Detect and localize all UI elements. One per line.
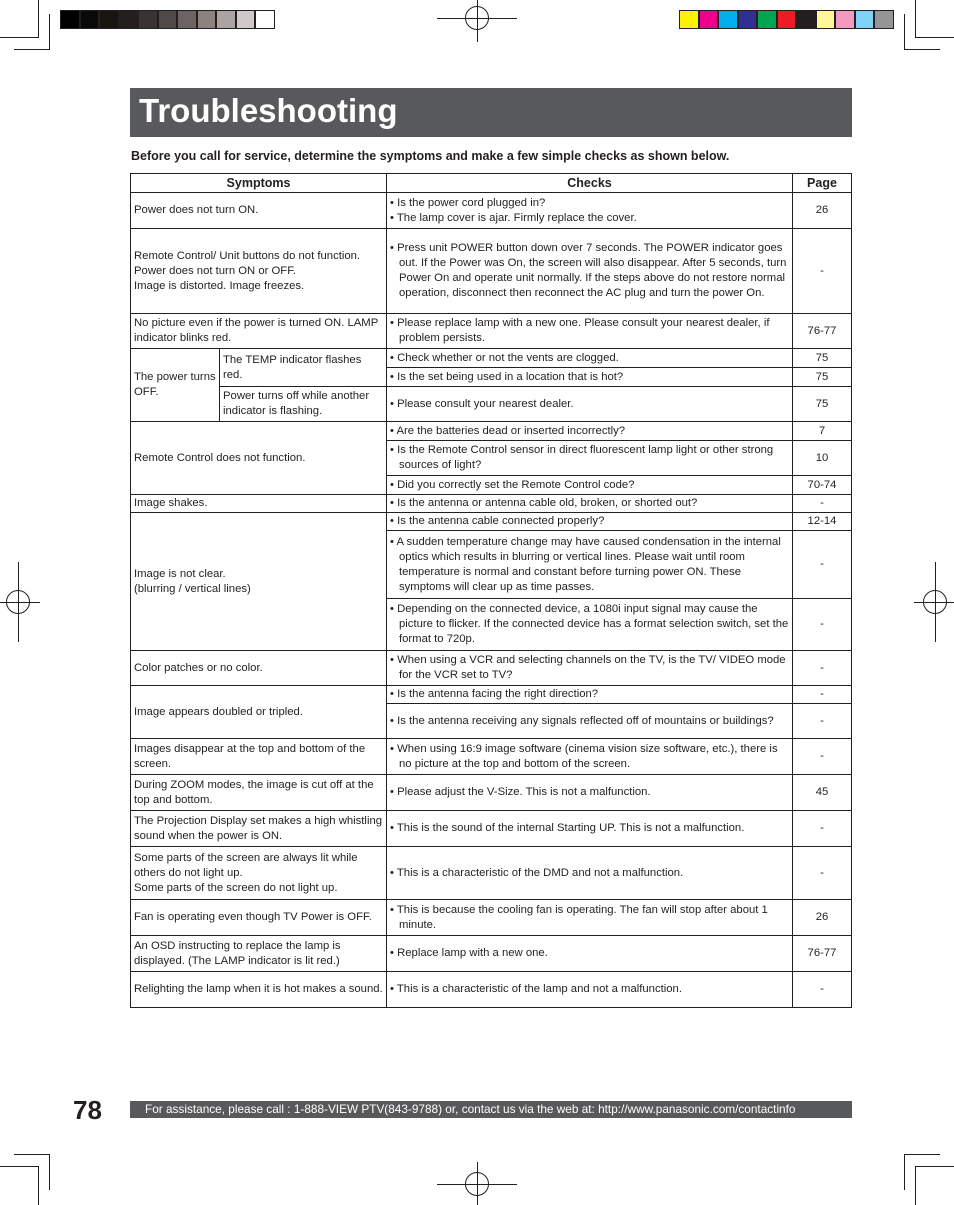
page-cell: 75: [793, 387, 852, 422]
symptom-line: Some parts of the screen do not light up.: [134, 881, 338, 894]
check-item: • This is a characteristic of the lamp and not a malfunction.: [390, 982, 789, 997]
checks-cell: [387, 441, 793, 476]
checks-cell: [387, 686, 793, 704]
color-swatch: [855, 10, 875, 29]
color-swatch: [738, 10, 758, 29]
checks-cell: [387, 936, 793, 972]
sub-symptom-cell: Power turns off while another indicator is flashing.: [220, 387, 387, 422]
checks-cell: [387, 651, 793, 686]
symptom-cell: [131, 229, 387, 314]
table-row: [131, 314, 852, 349]
page-cell: -: [793, 704, 852, 739]
check-item: • This is the sound of the internal Starting UP. This is not a malfunction.: [390, 821, 789, 836]
symptom-line: Remote Control/ Unit buttons do not function.: [134, 249, 361, 262]
symptom-cell: [131, 847, 387, 900]
checks-cell: [387, 229, 793, 314]
symptom-cell: No picture even if the power is turned ON. LAMP indicator blinks red.: [131, 314, 387, 349]
color-swatch: [777, 10, 797, 29]
table-row: [131, 972, 852, 1008]
symptom-line: Image is not clear.: [134, 567, 226, 580]
gray-swatch: [99, 10, 119, 29]
gray-swatch: [60, 10, 80, 29]
gray-swatch: [119, 10, 139, 29]
intro-text: Before you call for service, determine the symptoms and make a few simple checks as shown below.: [131, 149, 730, 163]
check-item: • This is because the cooling fan is operating. The fan will stop after about 1 minute.: [390, 903, 789, 933]
checks-cell: [387, 599, 793, 651]
process-color-bar: [679, 10, 894, 29]
check-item: • Is the Remote Control sensor in direct fluorescent lamp light or other strong sources of light?: [390, 443, 789, 473]
symptom-cell: The power turns OFF.: [131, 349, 220, 422]
gray-swatch: [197, 10, 217, 29]
checks-cell: [387, 368, 793, 387]
table-row: [131, 775, 852, 811]
symptom-cell: Relighting the lamp when it is hot makes a sound.: [131, 972, 387, 1008]
gray-swatch: [236, 10, 256, 29]
page-cell: -: [793, 686, 852, 704]
table-header-row: [131, 174, 852, 193]
check-item: • When using a VCR and selecting channels on the TV, is the TV/ VIDEO mode for the VCR set to TV?: [390, 653, 789, 683]
page-cell: 12-14: [793, 513, 852, 531]
symptom-cell: Images disappear at the top and bottom of the screen.: [131, 739, 387, 775]
color-swatch: [699, 10, 719, 29]
page-cell: 75: [793, 368, 852, 387]
check-item: • Is the antenna cable connected properly?: [390, 514, 789, 529]
gray-swatch: [158, 10, 178, 29]
page-cell: -: [793, 739, 852, 775]
page-cell: 7: [793, 422, 852, 441]
color-swatch: [835, 10, 855, 29]
table-row: [131, 847, 852, 900]
check-item: • Please replace lamp with a new one. Please consult your nearest dealer, if problem persists.: [390, 316, 789, 346]
page-cell: 75: [793, 349, 852, 368]
color-swatch: [679, 10, 699, 29]
symptom-cell: Power does not turn ON.: [131, 193, 387, 229]
checks-cell: [387, 847, 793, 900]
gray-swatch: [216, 10, 236, 29]
check-item: • Check whether or not the vents are clogged.: [390, 351, 789, 366]
page-cell: -: [793, 811, 852, 847]
checks-cell: [387, 900, 793, 936]
checks-cell: [387, 972, 793, 1008]
checks-cell: [387, 531, 793, 599]
symptom-line: Image is distorted. Image freezes.: [134, 279, 305, 292]
table-row: [131, 811, 852, 847]
color-swatch: [718, 10, 738, 29]
checks-cell: [387, 513, 793, 531]
check-item: • This is a characteristic of the DMD and not a malfunction.: [390, 866, 789, 881]
sub-symptom-cell: The TEMP indicator flashes red.: [220, 349, 387, 387]
symptoms-header: Symptoms: [131, 174, 387, 193]
checks-cell: [387, 704, 793, 739]
page-cell: 76-77: [793, 314, 852, 349]
page-cell: -: [793, 972, 852, 1008]
grayscale-color-bar: [60, 10, 275, 29]
page-cell: -: [793, 229, 852, 314]
symptom-cell: Color patches or no color.: [131, 651, 387, 686]
checks-cell: [387, 349, 793, 368]
table-row: [131, 495, 852, 513]
page-cell: 70-74: [793, 476, 852, 495]
table-row: [131, 422, 852, 441]
color-swatch: [796, 10, 816, 29]
check-item: • A sudden temperature change may have caused condensation in the internal optics which results in blurring or vertical lines. Please wait until room temperature is normal and constant before turning power ON. These symptoms will clear up as time passes.: [390, 535, 789, 595]
symptom-cell: An OSD instructing to replace the lamp is displayed. (The LAMP indicator is lit red.): [131, 936, 387, 972]
page-cell: -: [793, 531, 852, 599]
check-item: • Is the antenna receiving any signals reflected off of mountains or buildings?: [390, 714, 789, 729]
symptom-line: Power does not turn ON or OFF.: [134, 264, 296, 277]
checks-cell: [387, 476, 793, 495]
gray-swatch: [138, 10, 158, 29]
table-row: [131, 193, 852, 229]
check-item: • Are the batteries dead or inserted incorrectly?: [390, 424, 789, 439]
check-item: • Please adjust the V-Size. This is not a malfunction.: [390, 785, 789, 800]
checks-cell: [387, 314, 793, 349]
checks-cell: [387, 422, 793, 441]
table-row: [131, 900, 852, 936]
troubleshooting-table: [130, 173, 852, 1008]
gray-swatch: [255, 10, 275, 29]
page-cell: 76-77: [793, 936, 852, 972]
page-cell: 10: [793, 441, 852, 476]
table-row: [131, 513, 852, 531]
table-row: [131, 387, 852, 422]
symptom-cell: During ZOOM modes, the image is cut off at the top and bottom.: [131, 775, 387, 811]
color-swatch: [757, 10, 777, 29]
table-row: [131, 349, 852, 368]
page-cell: -: [793, 847, 852, 900]
symptom-line: (blurring / vertical lines): [134, 582, 251, 595]
symptom-line: Some parts of the screen are always lit while others do not light up.: [134, 851, 358, 879]
symptom-cell: Image shakes.: [131, 495, 387, 513]
checks-cell: [387, 193, 793, 229]
color-swatch: [816, 10, 836, 29]
check-item: • Is the antenna facing the right direction?: [390, 687, 789, 702]
color-swatch: [874, 10, 894, 29]
check-item: • Please consult your nearest dealer.: [390, 397, 789, 412]
checks-cell: [387, 739, 793, 775]
check-item: • Depending on the connected device, a 1080i input signal may cause the picture to flicker. If the connected device has a format selection switch, set the format to 720p.: [390, 602, 789, 647]
check-item: • Did you correctly set the Remote Control code?: [390, 478, 789, 493]
symptom-cell: Remote Control does not function.: [131, 422, 387, 495]
symptom-cell: Fan is operating even though TV Power is OFF.: [131, 900, 387, 936]
footer-assistance-text: For assistance, please call : 1-888-VIEW PTV(843-9788) or, contact us via the web at: http://www.panasonic.com/contactinfo: [145, 1102, 796, 1116]
page-cell: -: [793, 599, 852, 651]
check-item: • Press unit POWER button down over 7 seconds. The POWER indicator goes out. If the Power was On, the screen will also disappear. After 5 seconds, turn Power On and operate unit normally. If the steps above do not restore normal operation, disconnect then reconnect the AC plug and turn the power On.: [390, 241, 789, 301]
checks-cell: [387, 811, 793, 847]
check-item: • Replace lamp with a new one.: [390, 946, 789, 961]
symptom-cell: The Projection Display set makes a high whistling sound when the power is ON.: [131, 811, 387, 847]
check-item: • The lamp cover is ajar. Firmly replace the cover.: [390, 211, 789, 226]
check-item: • Is the power cord plugged in?: [390, 196, 789, 211]
gray-swatch: [177, 10, 197, 29]
checks-cell: [387, 387, 793, 422]
gray-swatch: [80, 10, 100, 29]
table-row: [131, 229, 852, 314]
page-cell: -: [793, 651, 852, 686]
page-cell: 26: [793, 900, 852, 936]
checks-cell: [387, 775, 793, 811]
page-number: 78: [73, 1095, 102, 1125]
table-row: [131, 936, 852, 972]
checks-cell: [387, 495, 793, 513]
symptom-cell: Image appears doubled or tripled.: [131, 686, 387, 739]
check-item: • Is the antenna or antenna cable old, broken, or shorted out?: [390, 496, 789, 511]
check-item: • Is the set being used in a location that is hot?: [390, 370, 789, 385]
check-item: • When using 16:9 image software (cinema vision size software, etc.), there is no picture at the top and bottom of the screen.: [390, 742, 789, 772]
page-title: Troubleshooting: [139, 92, 398, 129]
table-row: [131, 651, 852, 686]
page-cell: 45: [793, 775, 852, 811]
page-cell: -: [793, 495, 852, 513]
page-cell: 26: [793, 193, 852, 229]
page-header: Page: [793, 174, 852, 193]
symptom-cell: [131, 513, 387, 651]
checks-header: Checks: [387, 174, 793, 193]
table-row: [131, 739, 852, 775]
table-row: [131, 686, 852, 704]
